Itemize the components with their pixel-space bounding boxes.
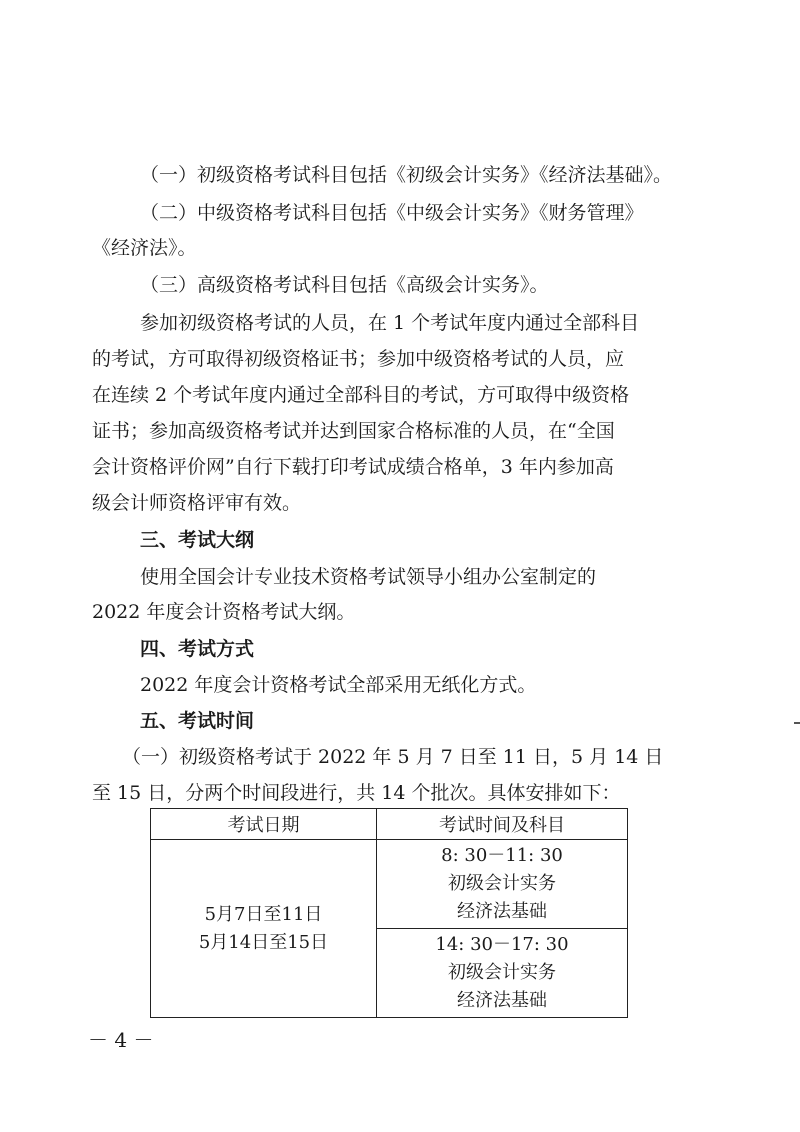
paragraph-line: 级会计师资格评审有效。 bbox=[92, 492, 302, 514]
exam-date-line: 5月7日至11日 bbox=[204, 903, 323, 925]
time-slot-subject: 初级会计实务 bbox=[448, 962, 556, 983]
paragraph-line: （三）高级资格考试科目包括《高级会计实务》。 bbox=[140, 274, 549, 296]
time-slot-time: 14: 30－17: 30 bbox=[435, 934, 569, 955]
paragraph-line: 会计资格评价网”自行下载打印考试成绩合格单，3 年内参加高 bbox=[92, 456, 614, 478]
page-number: － 4 － bbox=[88, 1028, 154, 1052]
paragraph-line: 2022 年度会计资格考试大纲。 bbox=[92, 601, 356, 623]
paragraph-line: 2022 年度会计资格考试全部采用无纸化方式。 bbox=[140, 674, 537, 696]
paragraph-line: （二）中级资格考试科目包括《中级会计实务》《财务管理》 bbox=[140, 202, 644, 224]
exam-date-cell bbox=[151, 840, 377, 1018]
table-header-date: 考试日期 bbox=[151, 809, 377, 840]
time-slot-subject: 经济法基础 bbox=[457, 990, 547, 1011]
time-slot-cell bbox=[377, 929, 628, 1018]
paragraph-line: 至 15 日，分两个时间段进行，共 14 个批次。具体安排如下： bbox=[92, 782, 621, 804]
paragraph-line: 参加初级资格考试的人员，在 1 个考试年度内通过全部科目 bbox=[140, 312, 640, 334]
paragraph-line: 证书；参加高级资格考试并达到国家合格标准的人员，在“全国 bbox=[92, 420, 615, 442]
paragraph-line: 的考试，方可取得初级资格证书；参加中级资格考试的人员，应 bbox=[92, 348, 625, 370]
exam-schedule-table bbox=[150, 808, 628, 1018]
time-slot-subject: 经济法基础 bbox=[457, 901, 547, 922]
table-header-row bbox=[151, 809, 628, 840]
exam-date-line: 5月14日至15日 bbox=[198, 931, 329, 953]
time-slot-subject: 初级会计实务 bbox=[448, 873, 556, 894]
table-row bbox=[151, 840, 628, 929]
paragraph-line: 使用全国会计专业技术资格考试领导小组办公室制定的 bbox=[140, 566, 597, 588]
scan-edge-mark bbox=[794, 722, 800, 724]
time-slot-time: 8: 30－11: 30 bbox=[441, 845, 563, 866]
paragraph-line: （一）初级资格考试于 2022 年 5 月 7 日至 11 日，5 月 14 日 bbox=[122, 746, 664, 768]
section-heading: 三、考试大纲 bbox=[140, 529, 255, 551]
section-heading: 五、考试时间 bbox=[140, 710, 255, 732]
paragraph-line: （一）初级资格考试科目包括《初级会计实务》《经济法基础》。 bbox=[140, 164, 673, 186]
section-heading: 四、考试方式 bbox=[140, 638, 255, 660]
paragraph-line: 在连续 2 个考试年度内通过全部科目的考试，方可取得中级资格 bbox=[92, 384, 630, 406]
paragraph-line: 《经济法》。 bbox=[92, 237, 197, 259]
table-header-time: 考试时间及科目 bbox=[377, 809, 628, 840]
time-slot-cell bbox=[377, 840, 628, 929]
